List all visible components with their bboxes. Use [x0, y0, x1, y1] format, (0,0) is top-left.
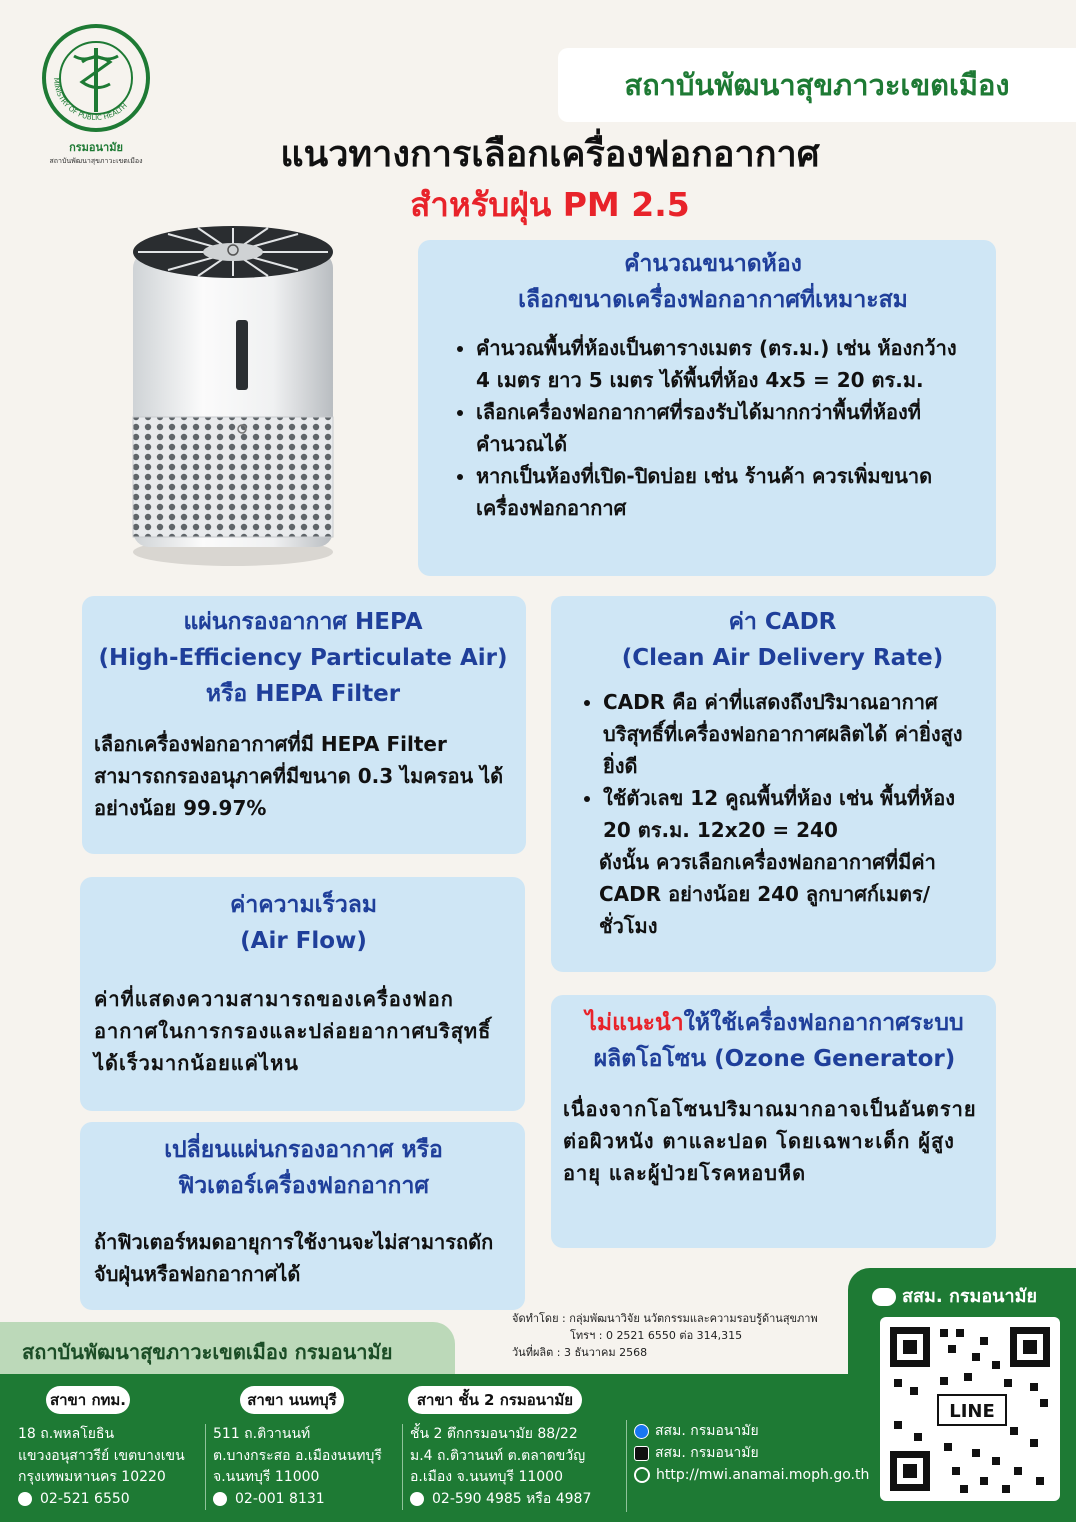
- phone-icon: [410, 1492, 424, 1506]
- airflow-title-2: (Air Flow): [240, 928, 367, 954]
- address-line: ต.บางกระสอ อ.เมืองนนทบุรี: [213, 1447, 382, 1464]
- divider: [402, 1424, 403, 1510]
- hepa-card: [82, 596, 526, 854]
- facebook-icon: [634, 1424, 649, 1439]
- institute-banner: [558, 48, 1076, 122]
- hepa-body: เลือกเครื่องฟอกอากาศที่มี HEPA Filter สามารถกรองอนุภาคที่มีขนาด 0.3 ไมครอน ได้อย่างน้อย 99.97%: [94, 732, 504, 820]
- air-purifier-image: [118, 212, 348, 572]
- phone-icon: [213, 1492, 227, 1506]
- list-item: • หากเป็นห้องที่เปิด-ปิดบ่อย เช่น ร้านค้า ควรเพิ่มขนาดเครื่องฟอกอากาศ: [476, 460, 976, 524]
- logo-subcaption: สถาบันพัฒนาสุขภาวะเขตเมือง: [49, 157, 143, 165]
- cadr-conclusion: ดังนั้น ควรเลือกเครื่องฟอกอากาศที่มีค่า CADR อย่างน้อย 240 ลูกบาศก์เมตร/ชั่วโมง: [599, 850, 936, 938]
- airflow-card: [80, 877, 525, 1111]
- address-line: 511 ถ.ติวานนท์: [213, 1426, 311, 1442]
- room-size-card: [418, 240, 996, 576]
- filter-body: ถ้าฟิวเตอร์หมดอายุการใช้งานจะไม่สามารถดักจับฝุ่นหรือฟอกอากาศได้: [94, 1230, 494, 1286]
- socials: [634, 1420, 874, 1486]
- address-line: 18 ถ.พหลโยธิน: [18, 1426, 115, 1442]
- address-line: แขวงอนุสาวรีย์ เขตบางเขน: [18, 1447, 185, 1464]
- address-line: จ.นนทบุรี 11000: [213, 1469, 320, 1485]
- list-item: • เลือกเครื่องฟอกอากาศที่รองรับได้มากกว่าพื้นที่ห้องที่คำนวณได้: [476, 396, 976, 460]
- social-label: http://mwi.anamai.moph.go.th: [656, 1467, 870, 1483]
- social-website[interactable]: [634, 1464, 874, 1486]
- line-qr-code[interactable]: [880, 1317, 1060, 1501]
- branch-address-nonthaburi: [213, 1424, 403, 1510]
- hepa-title-1: แผ่นกรองอากาศ HEPA: [183, 609, 423, 635]
- branch-address-bangkok: [18, 1424, 208, 1510]
- filter-title-2: ฟิวเตอร์เครื่องฟอกอากาศ: [177, 1173, 429, 1199]
- social-label: สสม. กรมอนามัย: [655, 1423, 759, 1439]
- svg-text:LINE: LINE: [949, 1401, 995, 1422]
- branch-pill-bangkok: สาขา กทม.: [46, 1386, 130, 1414]
- filter-title-1: เปลี่ยนแผ่นกรองอากาศ หรือ: [164, 1137, 443, 1163]
- list-item: • CADR คือ ค่าที่แสดงถึงปริมาณอากาศบริสุทธิ์ที่เครื่องฟอกอากาศผลิตได้ ค่ายิ่งสูง ยิ่งดี: [603, 686, 986, 782]
- list-item: • ใช้ตัวเลข 12 คูณพื้นที่ห้อง เช่น พื้นที่ห้อง 20 ตร.ม. 12x20 = 240: [603, 782, 986, 846]
- branch-pill-nonthaburi: สาขา นนทบุรี: [240, 1386, 344, 1414]
- branch-phone: 02-521 6550: [40, 1490, 130, 1507]
- cadr-title-1: ค่า CADR: [728, 609, 837, 635]
- footer-institute-text: สถาบันพัฒนาสุขภาวะเขตเมือง กรมอนามัย: [22, 1340, 393, 1364]
- branch-phone: 02-590 4985 หรือ 4987: [432, 1490, 592, 1507]
- cadr-list: [579, 686, 986, 846]
- address-line: ม.4 ถ.ติวานนท์ ต.ตลาดขวัญ: [410, 1447, 586, 1464]
- address-line: กรุงเทพมหานคร 10220: [18, 1469, 166, 1485]
- airflow-body: ค่าที่แสดงความสามารถของเครื่องฟอกอากาศในการกรองและปล่อยอากาศบริสุทธิ์ได้เร็วมากน้อยแค่ไหน: [94, 987, 492, 1075]
- list-item: • คำนวณพื้นที่ห้องเป็นตารางเมตร (ตร.ม.) เช่น ห้องกว้าง 4 เมตร ยาว 5 เมตร ได้พื้นที่ห้อง 4x5 = 20 ตร.ม.: [476, 332, 976, 396]
- ozone-warning-text: ไม่แนะนำ: [585, 1010, 684, 1036]
- tiktok-icon: [634, 1446, 649, 1461]
- filter-change-card: [80, 1122, 525, 1310]
- credits: [512, 1310, 852, 1361]
- divider: [205, 1424, 206, 1510]
- phone-icon: [18, 1492, 32, 1506]
- ozone-card: [551, 995, 996, 1248]
- ozone-title-2: ผลิตโอโซน (Ozone Generator): [593, 1046, 956, 1072]
- hepa-title-2: (High-Efficiency Particulate Air): [98, 645, 508, 671]
- globe-icon: [634, 1467, 650, 1483]
- address-line: ชั้น 2 ตึกกรมอนามัย 88/22: [410, 1426, 578, 1442]
- institute-banner-text: สถาบันพัฒนาสุขภาวะเขตเมือง: [624, 68, 1010, 102]
- hepa-title-3: หรือ HEPA Filter: [205, 681, 401, 707]
- qr-code-icon: [880, 1317, 1060, 1501]
- room-size-title-2: เลือกขนาดเครื่องฟอกอากาศที่เหมาะสม: [518, 287, 908, 313]
- address-line: อ.เมือง จ.นนทบุรี 11000: [410, 1469, 563, 1485]
- social-label: สสม. กรมอนามัย: [655, 1445, 759, 1461]
- ministry-logo: [38, 22, 154, 165]
- ozone-body: เนื่องจากโอโซนปริมาณมากอาจเป็นอันตรายต่อผิวหนัง ตาและปอด โดยเฉพาะเด็ก ผู้สูงอายุ และผู้ป่วยโรคหอบหืด: [563, 1097, 977, 1185]
- ozone-title-1: [563, 1005, 986, 1041]
- line-label: [872, 1281, 1037, 1310]
- room-size-list: [450, 332, 976, 524]
- branch-address-floor2: [410, 1424, 625, 1510]
- page-subtitle: สำหรับฝุ่น PM 2.5: [410, 185, 690, 224]
- social-facebook[interactable]: [634, 1420, 874, 1442]
- divider: [626, 1420, 627, 1512]
- line-icon: [872, 1288, 896, 1306]
- ozone-title-rest: ให้ใช้เครื่องฟอกอากาศระบบ: [683, 1010, 964, 1036]
- credits-date: วันที่ผลิต : 3 ธันวาคม 2568: [512, 1346, 648, 1359]
- branch-pill-floor2: สาขา ชั้น 2 กรมอนามัย: [408, 1386, 582, 1414]
- social-tiktok[interactable]: [634, 1442, 874, 1464]
- logo-caption: กรมอนามัย: [69, 141, 123, 154]
- ministry-seal-icon: [38, 22, 154, 134]
- credits-producer: จัดทำโดย : กลุ่มพัฒนาวิจัย นวัตกรรมและความรอบรู้ด้านสุขภาพ: [512, 1312, 818, 1325]
- svg-text:MINISTRY OF PUBLIC HEALTH: MINISTRY OF PUBLIC HEALTH: [51, 77, 129, 123]
- branch-phone: 02-001 8131: [235, 1490, 325, 1507]
- page-title: แนวทางการเลือกเครื่องฟอกอากาศ: [280, 134, 820, 175]
- cadr-card: [551, 596, 996, 972]
- line-label-text: สสม. กรมอนามัย: [902, 1286, 1038, 1307]
- credits-phone: โทรฯ : 0 2521 6550 ต่อ 314,315: [570, 1329, 743, 1342]
- room-size-title-1: คำนวณขนาดห้อง: [624, 251, 802, 277]
- cadr-title-2: (Clean Air Delivery Rate): [621, 645, 944, 671]
- airflow-title-1: ค่าความเร็วลม: [229, 892, 378, 918]
